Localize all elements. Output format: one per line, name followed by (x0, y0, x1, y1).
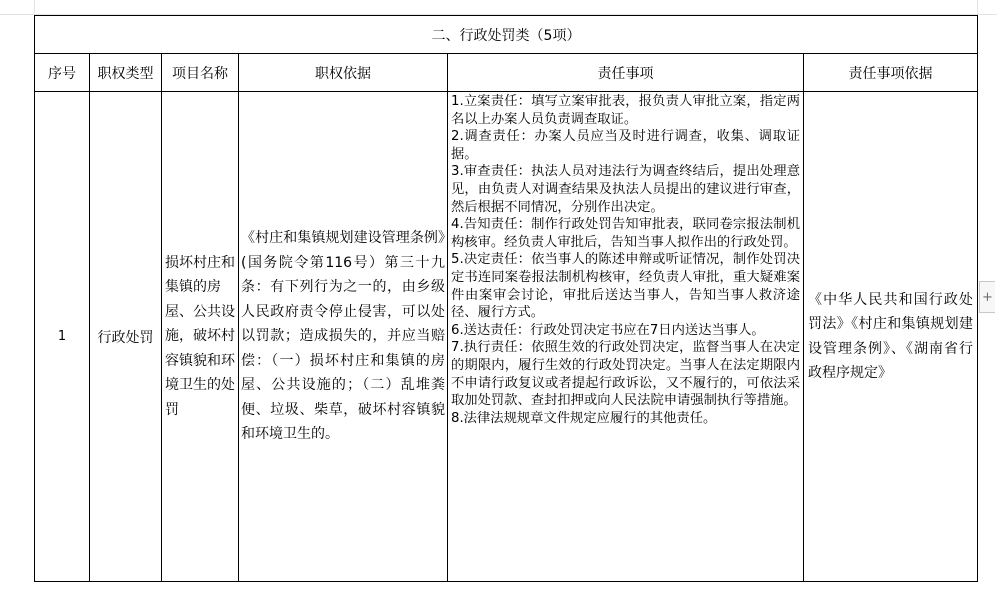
cell-law[interactable]: 《中华人民共和国行政处罚法》《村庄和集镇规划建设管理条例》、《湖南省行政程序规定》 (804, 92, 978, 582)
table-title[interactable]: 二、行政处罚类（5项） (35, 16, 978, 54)
header-resp[interactable]: 责任事项 (448, 54, 804, 92)
cell-type[interactable]: 行政处罚 (90, 92, 162, 582)
cell-seq[interactable]: 1 (35, 92, 90, 582)
resp-item: 3.审查责任：执法人员对违法行为调查终结后，提出处理意见，由负责人对调查结果及执法人员提出的建议进行审查，然后根据不同情况，分别作出决定。 (451, 164, 800, 215)
add-column-button[interactable] (979, 281, 995, 313)
plus-icon: + (982, 289, 993, 305)
header-type[interactable]: 职权类型 (90, 54, 162, 92)
header-basis[interactable]: 职权依据 (239, 54, 448, 92)
gridline (977, 0, 978, 14)
resp-item: 5.决定责任：依当事人的陈述申辩或听证情况，制作处罚决定书连同案卷报法制机构核审，经负责人审批，重大疑难案件由案审会讨论，审批后送达当事人，告知当事人救济途径、履行方式。 (451, 252, 800, 321)
resp-item: 2.调查责任：办案人员应当及时进行调查，收集、调取证据。 (451, 129, 800, 162)
resp-item: 7.执行责任：依照生效的行政处罚决定，监督当事人在决定的期限内，履行生效的行政处罚决定。当事人在法定期限内不申请行政复议或者提起行政诉讼，又不履行的，可依法采取加处罚款、查封扣押或向人民法院申请强制执行等措施。 (451, 340, 800, 409)
cell-responsibilities[interactable] (448, 92, 804, 582)
cell-basis[interactable]: 《村庄和集镇规划建设管理条例》(国务院令第116号）第三十九条：有下列行为之一的，由乡级人民政府责令停止侵害，可以处以罚款；造成损失的，并应当赔偿：（一）损坏村庄和集镇的房屋、公共设施的；（二）乱堆粪便、垃圾、柴草，破坏村容镇貌和环境卫生的。 (239, 92, 448, 582)
resp-item: 4.告知责任：制作行政处罚告知审批表，联同卷宗报法制机构核审。经负责人审批后，告知当事人拟作出的行政处罚。 (451, 217, 800, 250)
cell-name[interactable]: 损坏村庄和集镇的房屋、公共设施，破坏村容镇貌和环境卫生的处罚 (162, 92, 239, 582)
header-name[interactable]: 项目名称 (162, 54, 239, 92)
header-row (35, 54, 978, 92)
header-law[interactable]: 责任事项依据 (804, 54, 978, 92)
resp-item: 6.送达责任：行政处罚决定书应在7日内送达当事人。 (451, 322, 765, 338)
gridline (34, 0, 35, 14)
table-row (35, 92, 978, 582)
penalty-table (34, 15, 978, 582)
resp-item: 8.法律法规规章文件规定应履行的其他责任。 (451, 410, 717, 426)
resp-item: 1.立案责任：填写立案审批表，报负责人审批立案，指定两名以上办案人员负责调查取证。 (451, 94, 800, 127)
title-row (35, 16, 978, 54)
header-seq[interactable]: 序号 (35, 54, 90, 92)
